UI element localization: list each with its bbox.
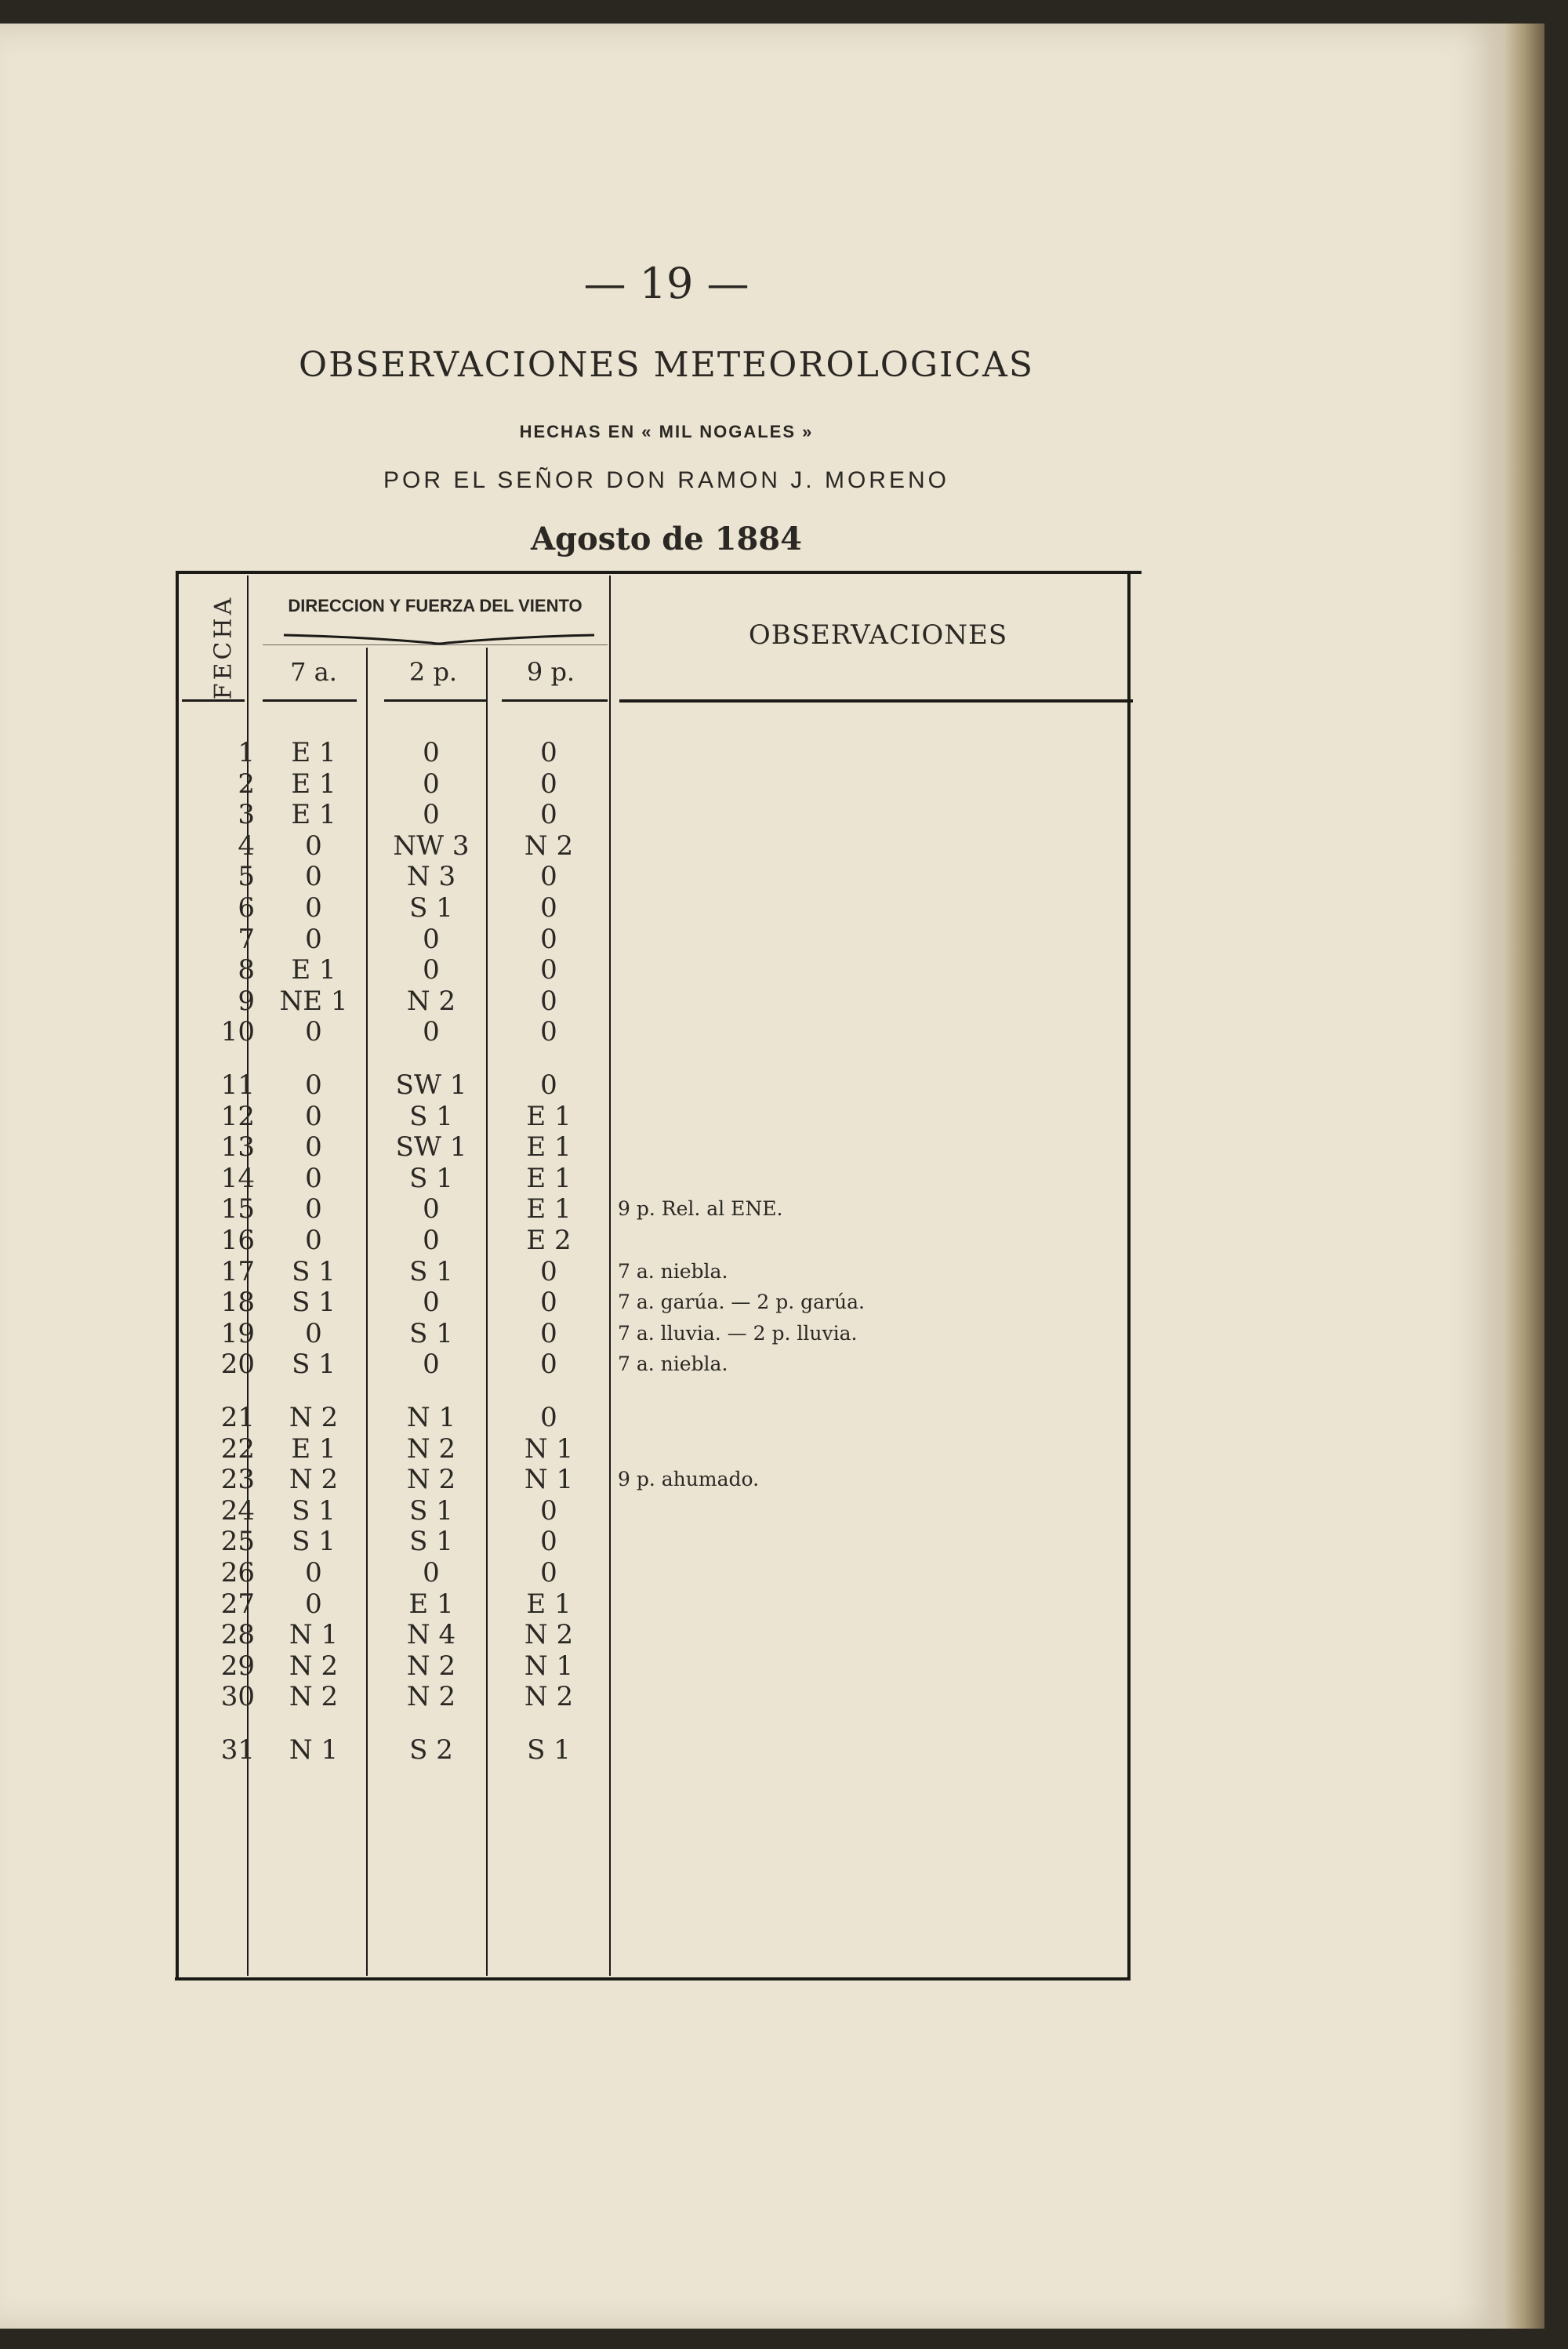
cell-p9: 0 [540,1069,557,1101]
cell-obs [618,1402,1135,1433]
cell-obs [618,1433,1135,1465]
cell-a7: 0 [305,1588,322,1620]
cell-a7: E 1 [291,737,336,768]
cell-p2: S 2 [409,1734,453,1766]
cell-p9: N 2 [524,1681,574,1713]
cell-p9: 0 [540,1255,557,1287]
cell-obs [618,1016,1135,1047]
cell-obs [618,1101,1135,1132]
cell-p9: S 1 [527,1734,571,1766]
cell-obs [618,1734,1135,1766]
subtitle-location: HECHAS EN « MIL NOGALES » [519,422,814,441]
cell-p9: N 1 [524,1464,574,1496]
cell-p2: S 1 [409,1255,453,1287]
cell-obs [618,1131,1135,1163]
cell-day: 3 [238,799,255,831]
cell-obs: 7 a. niebla. [618,1259,728,1283]
header-fecha-text: FECHA [209,594,238,699]
cell-obs [618,1650,1135,1682]
cell-p9: 0 [540,799,557,831]
cell-day: 21 [220,1402,255,1433]
cell-day: 12 [220,1100,255,1132]
cell-a7: S 1 [292,1494,336,1527]
cell-day: 16 [220,1225,255,1256]
cell-day: 30 [220,1681,255,1713]
cell-day: 26 [220,1557,255,1588]
cell-obs [618,737,1135,768]
cell-a7: 0 [305,830,322,862]
cell-p2: 0 [423,954,440,986]
header-rule-2p [384,699,486,702]
cell-a7: N 2 [289,1650,339,1682]
cell-a7: 0 [305,892,322,924]
cell-a7: NE 1 [279,985,348,1017]
cell-p9: 0 [540,923,557,955]
cell-obs [618,1588,1135,1620]
cell-a7: S 1 [292,1526,336,1558]
cell-obs: 9 p. Rel. al ENE. [618,1197,783,1221]
cell-p2: N 3 [406,861,456,893]
cell-p2: E 1 [408,1588,454,1620]
cell-p2: S 1 [409,1317,453,1349]
cell-p2: S 1 [409,892,453,924]
cell-day: 9 [238,985,255,1017]
cell-day: 23 [220,1464,255,1496]
cell-p9: 0 [540,768,557,800]
cell-p2: 0 [423,1349,440,1381]
cell-obs [618,768,1135,800]
cell-p2: NW 3 [393,830,470,862]
header-rule-7a [263,699,357,702]
cell-p2: S 1 [409,1494,453,1527]
table-border-top [179,571,1142,574]
cell-day: 20 [220,1349,255,1381]
cell-a7: 0 [305,1100,322,1132]
cell-a7: N 2 [289,1402,339,1433]
cell-a7: N 2 [289,1681,339,1713]
header-rule-obs [619,699,1133,703]
cell-a7: 0 [305,923,322,955]
cell-p2: SW 1 [395,1069,467,1101]
cell-a7: 0 [305,1225,322,1256]
cell-a7: N 1 [289,1619,339,1651]
cell-day: 1 [238,737,255,768]
cell-p2: S 1 [409,1526,453,1558]
header-wind: DIRECCION Y FUERZA DEL VIENTO [288,596,583,615]
cell-p2: 0 [423,768,440,800]
cell-p2: N 2 [406,985,456,1017]
cell-p2: S 1 [409,1100,453,1132]
cell-p2: SW 1 [395,1131,467,1164]
cell-p2: 0 [423,1016,440,1048]
cell-a7: N 2 [289,1464,339,1496]
cell-p9: E 1 [526,1162,572,1194]
col-sep-2p [486,648,488,1976]
header-observaciones: OBSERVACIONES [748,619,1008,651]
header-rule-9p [502,699,608,702]
cell-p9: E 2 [526,1225,572,1256]
cell-obs [618,1225,1135,1256]
cell-a7: E 1 [291,954,336,986]
cell-p9: E 1 [526,1588,572,1620]
cell-day: 25 [220,1526,255,1558]
cell-day: 10 [220,1016,255,1048]
cell-p2: N 2 [406,1650,456,1682]
cell-p9: E 1 [526,1100,572,1132]
header-9p: 9 p. [526,657,575,687]
cell-p9: 0 [540,1287,557,1319]
cell-p2: N 2 [406,1464,456,1496]
cell-day: 29 [220,1650,255,1682]
cell-day: 28 [220,1619,255,1651]
cell-a7: E 1 [291,799,336,831]
cell-p9: 0 [540,861,557,893]
cell-p9: 0 [540,1016,557,1048]
cell-p2: S 1 [409,1162,453,1194]
cell-day: 6 [238,892,255,924]
cell-obs [618,986,1135,1017]
col-sep-9p [609,575,611,1976]
header-fecha [176,588,270,706]
cell-obs [618,830,1135,862]
cell-p2: N 2 [406,1681,456,1713]
cell-p9: N 2 [524,1619,574,1651]
subtitle-author: POR EL SEÑOR DON RAMON J. MORENO [383,467,949,493]
cell-p9: 0 [540,737,557,768]
cell-p9: 0 [540,1557,557,1588]
page-number: — 19 — [583,259,750,308]
cell-a7: S 1 [292,1287,336,1319]
cell-p9: N 1 [524,1650,574,1682]
cell-obs: 7 a. garúa. — 2 p. garúa. [618,1291,865,1314]
cell-a7: 0 [305,1131,322,1164]
cell-a7: 0 [305,1557,322,1588]
table-border-left [176,571,179,1980]
cell-p9: 0 [540,1317,557,1349]
cell-p9: E 1 [526,1131,572,1164]
cell-day: 8 [238,954,255,986]
cell-a7: E 1 [291,1432,336,1465]
cell-day: 24 [220,1494,255,1527]
cell-a7: N 1 [289,1734,339,1766]
header-2p: 2 p. [408,657,458,687]
cell-a7: S 1 [292,1255,336,1287]
month-heading: Agosto de 1884 [531,521,802,557]
cell-a7: 0 [305,1193,322,1225]
cell-p9: 0 [540,1494,557,1527]
cell-day: 5 [238,861,255,893]
cell-day: 11 [220,1069,255,1101]
cell-p2: 0 [423,737,440,768]
cell-p2: 0 [423,923,440,955]
header-brace [282,632,596,648]
cell-obs [618,1069,1135,1101]
cell-obs [618,1526,1135,1557]
cell-p2: N 4 [406,1619,456,1651]
cell-obs [618,1681,1135,1712]
cell-day: 27 [220,1588,255,1620]
cell-p9: 0 [540,1526,557,1558]
cell-obs [618,892,1135,924]
cell-day: 4 [238,830,255,862]
cell-a7: S 1 [292,1349,336,1381]
cell-obs: 7 a. niebla. [618,1352,728,1376]
page-title: OBSERVACIONES METEOROLOGICAS [299,345,1034,385]
cell-a7: E 1 [291,768,336,800]
cell-a7: 0 [305,1162,322,1194]
cell-p2: 0 [423,1225,440,1256]
cell-day: 2 [238,768,255,800]
cell-p9: 0 [540,954,557,986]
cell-a7: 0 [305,1317,322,1349]
cell-obs [618,799,1135,830]
header-7a: 7 a. [290,657,337,687]
cell-p2: 0 [423,1287,440,1319]
cell-p9: N 1 [524,1432,574,1465]
page-edge [1505,24,1544,2329]
cell-p2: 0 [423,799,440,831]
cell-obs [618,1557,1135,1588]
cell-obs [618,861,1135,892]
cell-obs [618,1163,1135,1194]
cell-day: 19 [220,1317,255,1349]
cell-p9: 0 [540,892,557,924]
cell-day: 17 [220,1255,255,1287]
cell-obs [618,924,1135,955]
cell-p2: 0 [423,1193,440,1225]
cell-p2: N 1 [406,1402,456,1433]
cell-p2: 0 [423,1557,440,1588]
cell-a7: 0 [305,1016,322,1048]
cell-p9: N 2 [524,830,574,862]
cell-p9: 0 [540,1349,557,1381]
cell-day: 18 [220,1287,255,1319]
cell-obs [618,1495,1135,1527]
cell-day: 22 [220,1432,255,1465]
cell-day: 31 [220,1734,255,1766]
cell-day: 15 [220,1193,255,1225]
cell-obs [618,1619,1135,1650]
table-border-bottom [175,1977,1127,1980]
cell-p9: 0 [540,1402,557,1433]
cell-a7: 0 [305,1069,322,1101]
cell-day: 7 [238,923,255,955]
cell-obs: 7 a. lluvia. — 2 p. lluvia. [618,1321,858,1345]
cell-p2: N 2 [406,1432,456,1465]
cell-a7: 0 [305,861,322,893]
cell-obs [618,954,1135,986]
cell-p9: 0 [540,985,557,1017]
cell-day: 14 [220,1162,255,1194]
cell-obs: 9 p. ahumado. [618,1468,760,1491]
cell-day: 13 [220,1131,255,1164]
cell-p9: E 1 [526,1193,572,1225]
